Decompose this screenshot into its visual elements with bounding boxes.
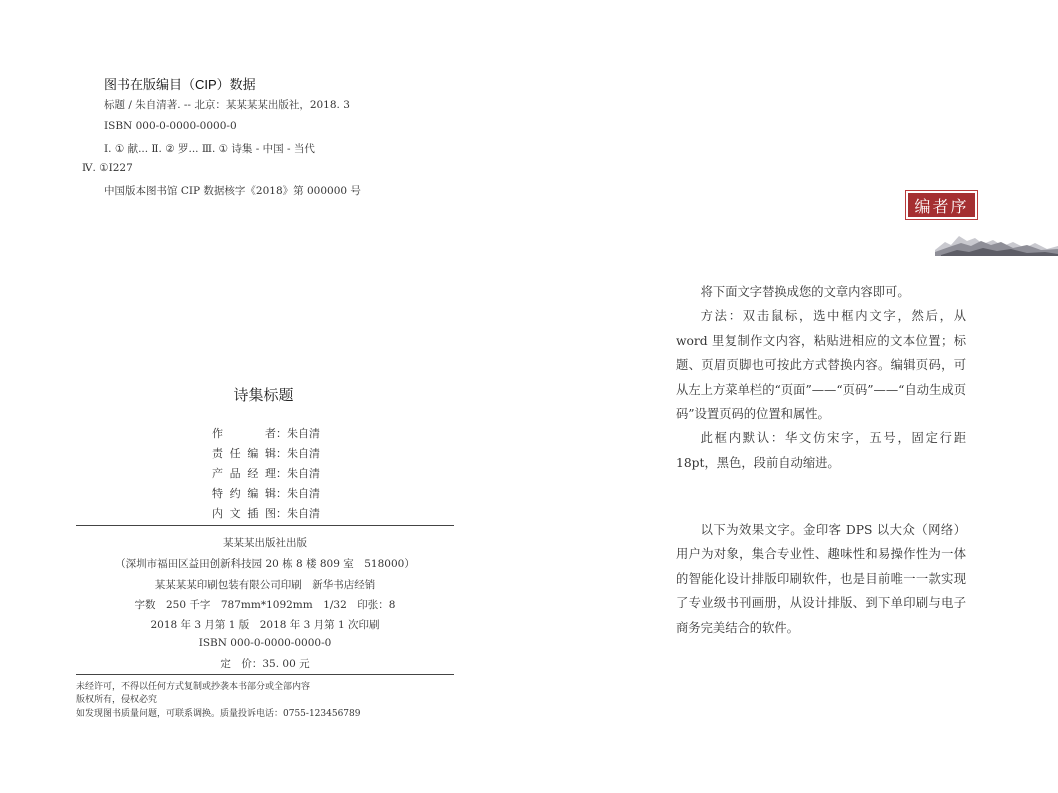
credit-special-editor — [212, 484, 320, 504]
credit-name: ：朱自清 — [276, 467, 320, 480]
copyright-line-3: 如发现图书质量问题，可联系调换。质量投诉电话：0755-123456789 — [76, 709, 361, 719]
divider-top — [76, 525, 454, 526]
credit-illustrator — [212, 504, 320, 524]
credit-name: ：朱自清 — [276, 507, 320, 520]
credit-role: 内文插图 — [212, 507, 276, 520]
credit-name: ：朱自清 — [276, 427, 320, 440]
effect-text — [676, 518, 966, 640]
credit-role: 责任编辑 — [212, 447, 276, 460]
credit-name: ：朱自清 — [276, 487, 320, 500]
edition-line: 2018 年 3 月第 1 版 2018 年 3 月第 1 次印刷 — [150, 619, 380, 631]
effect-paragraph: 以下为效果文字。金印客 DPS 以大众（网络）用户为对象，集合专业性、趣味性和易操作性为一体的智能化设计排版印刷软件，也是目前唯一一款实现了专业级书刊画册，从设计排版、到下单印刷与电子商务完美结合的软件。 — [676, 523, 966, 635]
credit-editor — [212, 444, 320, 464]
cip-line-code: Ⅳ. ①I227 — [82, 162, 133, 174]
price-line: 定 价：35. 00 元 — [220, 658, 310, 670]
preface-text — [676, 280, 966, 475]
credit-name: ：朱自清 — [276, 447, 320, 460]
divider-bottom — [76, 674, 454, 675]
cip-line-classification: Ⅰ. ① 献... Ⅱ. ② 罗... Ⅲ. ① 诗集 - 中国 - 当代 — [104, 143, 315, 155]
publisher-address: （深圳市福田区益田创新科技园 20 栋 8 楼 809 室 518000） — [115, 558, 415, 570]
cip-line-isbn: ISBN 000-0-0000-0000-0 — [104, 120, 237, 132]
book-title: 诗集标题 — [233, 387, 294, 404]
specs-line: 字数 250 千字 787mm*1092mm 1/32 印张：8 — [134, 599, 396, 611]
credit-role: 特约编辑 — [212, 487, 276, 500]
credit-role: 产品经理 — [212, 467, 276, 480]
printer-line: 某某某某印刷包装有限公司印刷 新华书店经销 — [154, 579, 376, 591]
cip-title: 图书在版编目（CIP）数据 — [104, 77, 256, 92]
preface-badge — [905, 190, 978, 220]
isbn-line: ISBN 000-0-0000-0000-0 — [198, 637, 332, 649]
preface-paragraph-3: 此框内默认：华文仿宋字，五号，固定行距 18pt，黑色，段前自动缩进。 — [676, 431, 966, 470]
credits-list — [212, 424, 320, 524]
mountains-icon — [935, 224, 1058, 256]
cip-line-title: 标题 / 朱自清著. -- 北京：某某某某出版社，2018. 3 — [104, 99, 350, 111]
preface-badge-label: 编者序 — [908, 193, 975, 217]
copyright-line-2: 版权所有，侵权必究 — [76, 695, 158, 705]
credit-author — [212, 424, 320, 444]
credit-product-manager — [212, 464, 320, 484]
preface-paragraph-2: 方法：双击鼠标，选中框内文字，然后，从 word 里复制作文内容，粘贴进相应的文本位置；标题、页眉页脚也可按此方式替换内容。编辑页码，可从左上方菜单栏的“页面”——“页码”——“自动生成页码”设置页码的位置和属性。 — [676, 309, 966, 422]
preface-paragraph-1: 将下面文字替换成您的文章内容即可。 — [700, 285, 910, 299]
copyright-line-1: 未经许可，不得以任何方式复制或抄袭本书部分或全部内容 — [76, 682, 311, 692]
publisher-line: 某某某出版社出版 — [223, 537, 307, 549]
credit-role: 作者 — [212, 427, 276, 440]
cip-line-record: 中国版本图书馆 CIP 数据核字《2018》第 000000 号 — [104, 185, 361, 197]
